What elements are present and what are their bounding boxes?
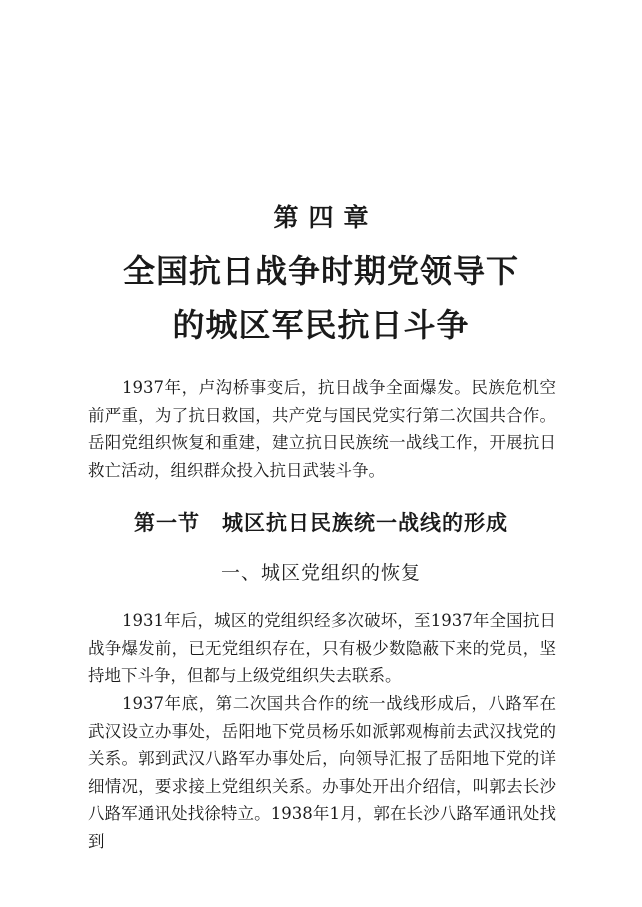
chapter-title-line-2: 的城区军民抗日斗争 <box>172 306 470 344</box>
section-title: 城区抗日民族统一战线的形成 <box>222 511 508 535</box>
section-number: 第一节 <box>134 511 200 535</box>
subsection-heading: 一、城区党组织的恢复 <box>220 562 421 584</box>
intro-paragraph: 1937年，卢沟桥事变后，抗日战争全面爆发。民族危机空前严重，为了抗日救国，共产党与国民党实行第二次国共合作。岳阳党组织恢复和重建，建立抗日民族统一战线工作，开展抗日救亡活动，组织群众投入抗日武装斗争。 <box>88 378 556 480</box>
chapter-number: 第四章 <box>273 203 379 232</box>
body-paragraph-1: 1931年后，城区的党组织经多次破坏，至1937年全国抗日战争爆发前，已无党组织存在，只有极少数隐蔽下来的党员，坚持地下斗争，但都与上级党组织失去联系。 <box>88 611 556 685</box>
section-heading <box>0 507 642 537</box>
body-paragraph-2: 1937年底，第二次国共合作的统一战线形成后，八路军在武汉设立办事处，岳阳地下党员杨乐如派郭观梅前去武汉找党的关系。郭到武汉八路军办事处后，向领导汇报了岳阳地下党的详细情况，要求接上党组织关系。办事处开出介绍信，叫郭去长沙八路军通讯处找徐特立。1938年1月，郭在长沙八路军通讯处找到 <box>88 694 556 851</box>
chapter-title-line-1: 全国抗日战争时期党领导下 <box>122 252 519 290</box>
